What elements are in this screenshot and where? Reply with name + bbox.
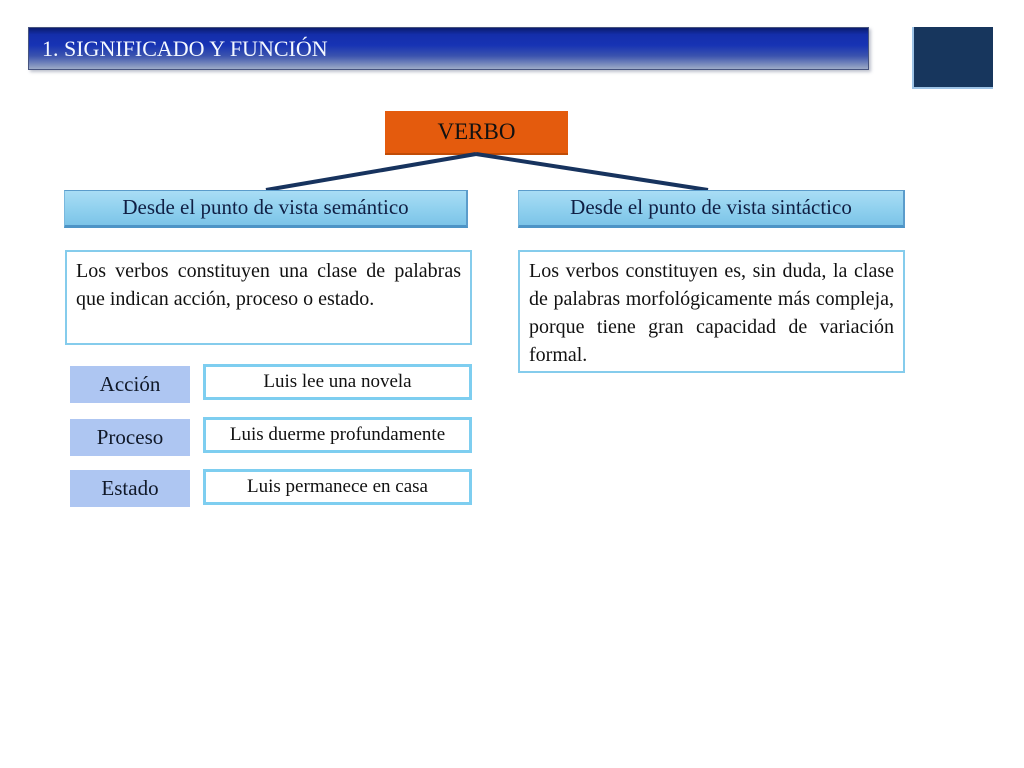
example-sentence-accion	[203, 364, 472, 400]
example-sentence-proceso	[203, 417, 472, 453]
verbo-node	[385, 111, 568, 155]
branch-description-syntactic	[518, 250, 905, 373]
branch-heading-syntactic	[518, 190, 905, 228]
example-sentence-estado-text: Luis permanece en casa	[247, 476, 428, 497]
example-label-accion-text: Acción	[99, 372, 161, 396]
example-label-accion	[70, 366, 190, 403]
slide-title: 1. SIGNIFICADO Y FUNCIÓN	[42, 36, 328, 61]
verbo-node-label: VERBO	[437, 119, 516, 144]
example-sentence-proceso-text: Luis duerme profundamente	[229, 424, 446, 445]
example-label-proceso	[70, 419, 190, 456]
corner-accent-square	[912, 27, 993, 89]
connector-right-line	[476, 154, 708, 190]
connector-left-line	[266, 154, 476, 190]
branch-heading-semantic-label: Desde el punto de vista semántico	[122, 195, 409, 219]
example-sentence-estado	[203, 469, 472, 505]
example-label-estado-text: Estado	[101, 476, 159, 500]
branch-description-semantic	[65, 250, 472, 345]
example-label-estado	[70, 470, 190, 507]
example-sentence-accion-text: Luis lee una novela	[263, 371, 412, 392]
branch-heading-syntactic-label: Desde el punto de vista sintáctico	[570, 195, 852, 219]
title-bar	[28, 27, 869, 70]
example-label-proceso-text: Proceso	[96, 425, 164, 449]
branch-heading-semantic	[64, 190, 468, 228]
branch-description-semantic-text: Los verbos constituyen una clase de palabras que indican acción, proceso o estado.	[76, 260, 461, 310]
branch-description-syntactic-text: Los verbos constituyen es, sin duda, la clase de palabras morfológicamente más compleja, porque tiene gran capacidad de variación formal.	[529, 260, 894, 366]
